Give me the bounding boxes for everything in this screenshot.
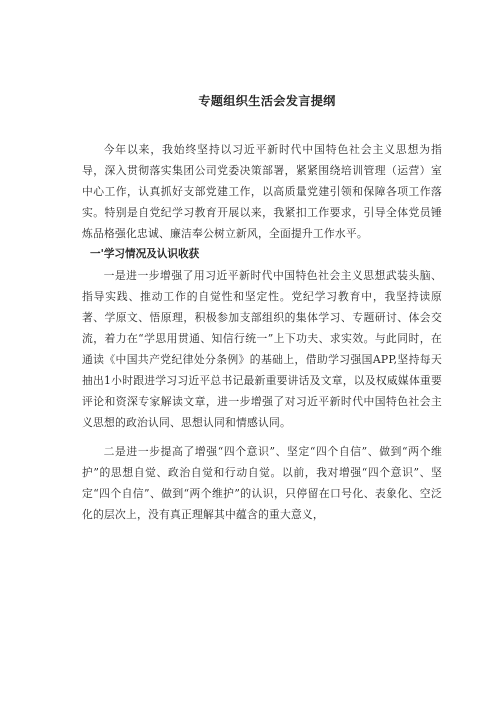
section1-paragraph-2: 二是进一步提高了增强“四个意识”、坚定“四个自信”、做到“两个维护”的思想自觉、政治自觉和行动自觉。以前，我对增强“四个意识”、坚定“四个自信”、做到“两个维护”的认识，只停留在口号化、表象化、空泛化的层次上，没有真正理解其中蕴含的重大意义， [82, 445, 443, 521]
section1-paragraph-1: 一是进一步增强了用习近平新时代中国特色社会主义思想武装头脑、指导实践、推动工作的自觉性和坚定性。党纪学习教育中，我坚持读原著、学原文、悟原理，积极参加支部组织的集体学习、专题研讨、体会交流，着力在“学思用贯通、知信行统一”上下功夫、求实效。与此同时，在通读《中国共产党纪律处分条例》的基础上，借助学习强国APP,坚持每天抽出1小时跟进学习习近平总书记最新重要讲话及文章，以及权威媒体重要评论和资深专家解读文章，进一步增强了对习近平新时代中国特色社会主义思想的政治认同、思想认同和情感认同。 [82, 269, 442, 429]
intro-paragraph: 今年以来，我始终坚持以习近平新时代中国特色社会主义思想为指导，深入贯彻落实集团公司党委决策部署，紧紧围绕培训管理（运营）室中心工作，认真抓好支部党建工作，以高质量党建引领和保障各项工作落实。特别是自党纪学习教育开展以来，我紧扣工作要求，引导全体党员锤炼品格强化忠诚、廉洁奉公树立新风，全面提升工作水平。 [82, 143, 442, 240]
document-title: 专题组织生活会发言提纲 [198, 94, 336, 108]
paragraph-gap [82, 433, 442, 441]
section-heading-1: 一'学习情况及认识收获 [90, 248, 200, 260]
